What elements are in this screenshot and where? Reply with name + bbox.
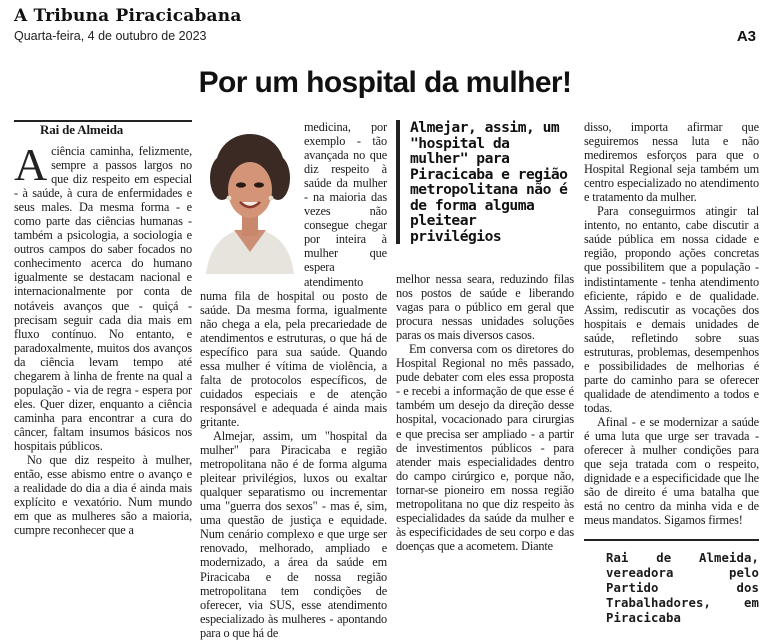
paragraph: Em conversa com os diretores do Hospital Regional no mês passado, pude debater com eles essa proposta - e recebi a informação de que esse é também um desejo da direção desse hospital, vocacionado para cirurgias e que precisa ser ampliado - a partir de investimentos públicos - para atender mais especialidades dentro do campo cirúrgico e, porque não, tornar-se pioneiro em nossa região metropolitana no que diz respeito às especialidades da saúde da mulher e às especificidades de seu corpo e das doenças que a acometem. Diante [396,342,574,553]
pull-quote: Almejar, assim, um "hospital da mulher" para Piracicaba e região metropolitana não é de forma alguma pleitear privilégios [396,120,574,244]
issue-date: Quarta-feira, 4 de outubro de 2023 [14,29,207,43]
page-number: A3 [736,28,756,45]
article-headline: Por um hospital da mulher! [198,66,572,99]
column-4 [584,120,759,626]
drop-cap: A [14,139,48,190]
newspaper-name: A Tribuna Piracicabana [14,6,242,26]
paragraph: Afinal - e se modernizar a saúde é uma luta que urge ser travada - oferecer à mulher condições para que seja tratada com o respeito, dignidade e a especificidade que lhe são de direito é uma batalha que está no centro da minha vida e de meus mandatos. Sigamos firmes! [584,414,759,528]
author-photo [200,120,300,274]
paragraph: medicina, por exemplo - tão avançada no que diz respeito à saúde da mulher - na maioria das vezes não consegue chegar por inteira à mulher que espera atendimento numa fila de hospital ou posto de saúde. Da mesma forma, igualmente não chega a ela, pela precariedade de atendimentos e estruturas, o que há de específico para sua saúde. Quando essa mulher é vítima de violência, a falta de protocolos específicos, de cuidados especiais e de atenção responsável e adequada é ainda mais gritante. [200,120,387,429]
column-1 [14,120,192,537]
masthead [14,6,756,46]
paragraph: Almejar, assim, um "hospital da mulher" para Piracicaba e região metropolitana não é de forma alguma pleitear privilégios, luxos ou exaltar qualquer separatismo ou incrementar uma "guerra dos sexos" - mas é, sim, uma questão de justiça e equidade. Num cenário complexo e que urge ser renovado, melhorado, ampliado e modernizado, a área da saúde em Piracicaba e de nossa região metropolitana tem condições de oferecer, via SUS, esse atendimento especializado às mulheres - apontando para o que há de [200,429,387,640]
column-2 [200,120,387,640]
column-3 [396,120,574,553]
paragraph: disso, importa afirmar que seguiremos nessa luta e não mediremos esforços para que o Hospital Regional seja também um centro especializado no atendimento e tratamento da mulher. [584,120,759,205]
paragraph: No que diz respeito à mulher, então, esse abismo entre o avanço e a realidade do dia a dia é ainda mais explícito e vexatório. Num mundo em que as mulheres são a maioria, cumpre reconhecer que a [14,453,192,538]
paragraph: ciência caminha, felizmente, sempre a passos largos no que diz respeito em especial - à saúde, à cura de enfermidades e seus males. Da mesma forma - e como parte das ciências humanas - também a psicologia, a sociologia e outros campos do saber focados no conhecimento acerca do humano igualmente se destacam nacional e internacionalmente por conta de notáveis avanços que - quiçá - precisam seguir cada dia mais em fluxo contínuo. No entanto, e paradoxalmente, muitos dos avanços da ciência levam tempo até chegarem à linha de frente na qual a população - via de regra - espera por eles. Quer dizer, enquanto a ciência caminha para encontrar a cura do câncer, faltam insumos básicos nos hospitais públicos. [14,144,192,453]
paragraph: Para conseguirmos atingir tal intento, no entanto, cabe discutir a saúde pública em nossa cidade e região, propondo ações concretas que possibilitem que a população - indistintamente - tenha atendimento eficiente, rápido e de qualidade. Assim, rediscutir as vocações dos hospitais e demais unidades de saúde, refletindo sobre suas estruturas, problemas, desempenhos e possibilidades de melhorias é parte do caminho para se oferecer qualidade de atendimento a todos e todas. [584,204,759,415]
author-signature: Rai de Almeida, vereadora pelo Partido dos Trabalhadores, em Piracicaba [584,539,759,626]
author-byline: Rai de Almeida [40,122,124,137]
paragraph: melhor nessa seara, reduzindo filas nos postos de saúde e liberando vagas para o público em geral que procura nessas unidades soluções paras os mais diversos casos. [396,272,574,343]
